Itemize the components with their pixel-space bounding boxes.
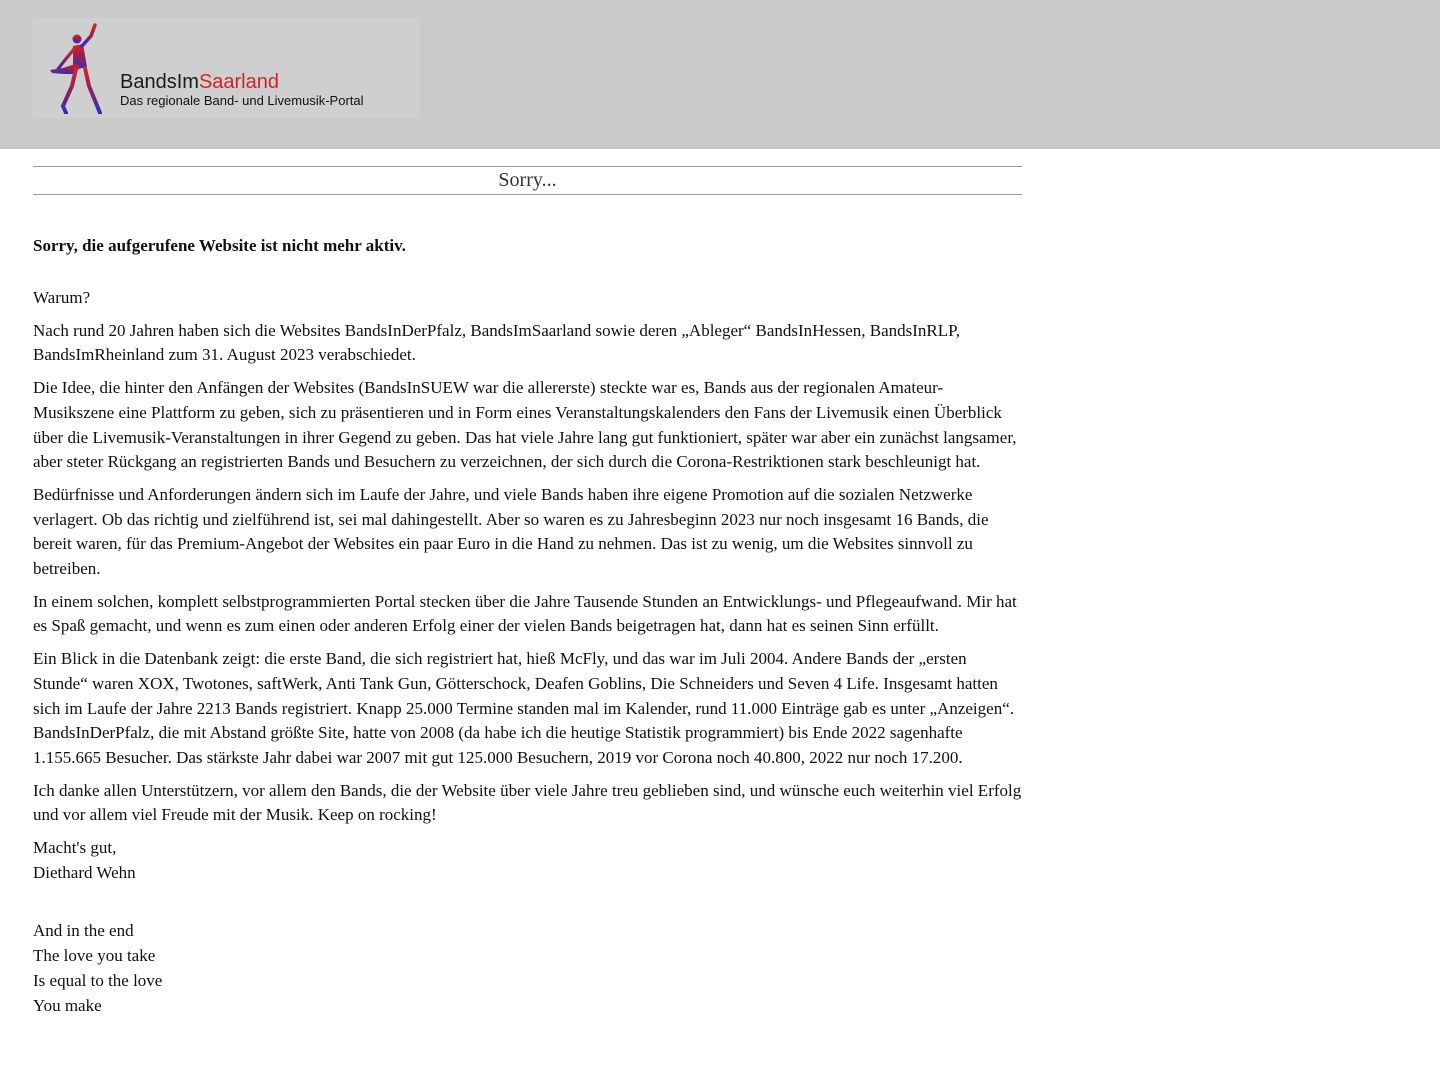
site-header	[0, 0, 1440, 149]
paragraph: Ich danke allen Unterstützern, vor allem den Bands, die der Website über viele Jahre treu geblieben sind, und wünsche euch weiterhin viel Erfolg und vor allem viel Freude mit der Musik. Keep on rocking!	[33, 780, 1022, 825]
logo-name-part2: Saarland	[198, 71, 279, 93]
lyrics-line: Is equal to the love	[33, 970, 163, 990]
page-title: Sorry...	[33, 166, 1022, 195]
paragraph: In einem solchen, komplett selbstprogrammierten Portal stecken über die Jahre Tausende Stunden an Entwicklungs- und Pflegeaufwand. Mir hat es Spaß gemacht, und wenn es zum einen oder anderen Erfolg einer der vielen Bands beigetragen hat, dann hat es seinen Sinn erfüllt.	[33, 591, 1017, 636]
lyrics-line: The love you take	[33, 946, 156, 966]
signoff-author: Diethard Wehn	[33, 862, 136, 882]
site-logo[interactable]	[33, 18, 419, 118]
logo-tagline: Das regionale Band- und Livemusik-Portal	[120, 93, 364, 108]
signoff	[33, 836, 1022, 885]
lead-message: Sorry, die aufgerufene Website ist nicht mehr aktiv.	[33, 236, 406, 255]
guitarist-silhouette-icon	[47, 22, 109, 114]
signoff-greeting: Macht's gut,	[33, 838, 117, 858]
paragraph: Die Idee, die hinter den Anfängen der Websites (BandsInSUEW war die allererste) steckte war es, Bands aus der regionalen Amateur-Musikszene eine Plattform zu geben, sich zu präsentieren und in Form eines Veranstaltungskalenders den Fans der Livemusik einen Überblick über die Livemusik-Veranstaltungen in ihrer Gegend zu geben. Das hat viele Jahre lang gut funktioniert, später war aber ein zunächst langsamer, aber steter Rückgang an registrierten Bands und Besuchern zu verzeichnen, der sich durch die Corona-Restriktionen stark beschleunigt hat.	[33, 378, 1017, 472]
lyrics-line: And in the end	[33, 921, 134, 941]
main-content	[33, 166, 1022, 1018]
lyrics-quote	[33, 919, 1022, 1018]
paragraph: Nach rund 20 Jahren haben sich die Websites BandsInDerPfalz, BandsImSaarland sowie deren „Ableger“ BandsInHessen, BandsInRLP, BandsImRheinland zum 31. August 2023 verabschiedet.	[33, 320, 960, 365]
question-text: Warum?	[33, 288, 91, 307]
paragraph: Ein Blick in die Datenbank zeigt: die erste Band, die sich registriert hat, hieß McFly, und das war im Juli 2004. Andere Bands der „ersten Stunde“ waren XOX, Twotones, saftWerk, Anti Tank Gun, Götterschock, Deafen Goblins, Die Schneiders und Seven 4 Life. Insgesamt hatten sich im Laufe der Jahre 2213 Bands registriert. Knapp 25.000 Termine standen mal im Kalender, rund 11.000 Einträge gab es unter „Anzeigen“. BandsInDerPfalz, die mit Abstand größte Site, hatte von 2008 (da habe ich die heutige Statistik programmiert) bis Ende 2022 sagenhafte 1.155.665 Besucher. Das stärkste Jahr dabei war 2007 mit gut 125.000 Besuchern, 2019 vor Corona noch 40.800, 2022 nur noch 17.200.	[33, 649, 1014, 767]
logo-wordmark	[120, 70, 279, 94]
paragraph: Bedürfnisse und Anforderungen ändern sich im Laufe der Jahre, und viele Bands haben ihre eigene Promotion auf die sozialen Netzwerke verlagert. Ob das richtig und zielführend ist, sei mal dahingestellt. Aber so waren es zu Jahresbeginn 2023 nur noch insgesamt 16 Bands, die bereit waren, für das Premium-Angebot der Websites ein paar Euro in die Hand zu nehmen. Das ist zu wenig, um die Websites sinnvoll zu betreiben.	[33, 484, 989, 579]
logo-name-part1: BandsIm	[120, 71, 199, 93]
lyrics-line: You make	[33, 995, 102, 1015]
